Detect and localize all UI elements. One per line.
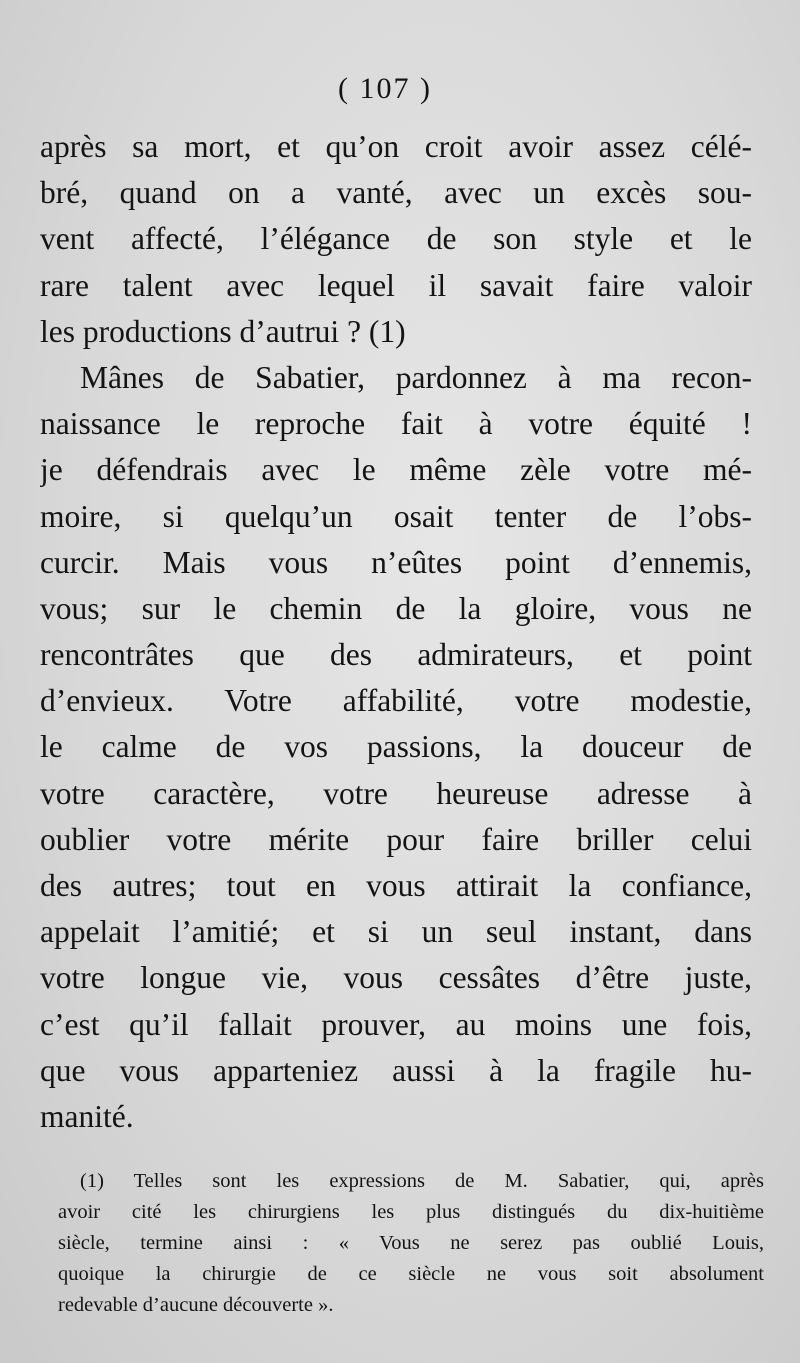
- text-line: votre caractère, votre heureuse adresse à: [40, 775, 752, 811]
- footnote-line: (1) Telles sont les expressions de M. Sabatier, qui, après: [80, 1170, 764, 1192]
- footnote-line: quoique la chirurgie de ce siècle ne vous soit absolument: [58, 1263, 764, 1285]
- body-text: [40, 124, 752, 1140]
- footnote-line: siècle, termine ainsi : « Vous ne serez pas oublié Louis,: [58, 1232, 764, 1254]
- text-line: curcir. Mais vous n’eûtes point d’ennemis,: [40, 544, 752, 580]
- text-line: je défendrais avec le même zèle votre mé-: [40, 452, 752, 488]
- text-line: rare talent avec lequel il savait faire valoir: [40, 267, 752, 303]
- text-line: d’envieux. Votre affabilité, votre modestie,: [40, 683, 752, 719]
- text-line: c’est qu’il fallait prouver, au moins une fois,: [40, 1006, 752, 1042]
- page-number: ( 107 ): [338, 72, 432, 105]
- text-line: que vous apparteniez aussi à la fragile hu-: [40, 1052, 752, 1088]
- text-line: naissance le reproche fait à votre équité !: [40, 406, 752, 442]
- text-line: appelait l’amitié; et si un seul instant, dans: [40, 914, 752, 950]
- text-line: moire, si quelqu’un osait tenter de l’obs-: [40, 498, 752, 534]
- text-line: votre longue vie, vous cessâtes d’être juste,: [40, 960, 752, 996]
- text-line: les productions d’autrui ? (1): [40, 313, 406, 349]
- footnote-line: avoir cité les chirurgiens les plus distingués du dix-huitième: [58, 1201, 764, 1223]
- text-line: oublier votre mérite pour faire briller celui: [40, 821, 752, 857]
- text-line: bré, quand on a vanté, avec un excès sou-: [40, 175, 752, 211]
- text-line: manité.: [40, 1098, 134, 1134]
- text-line: le calme de vos passions, la douceur de: [40, 729, 752, 765]
- text-line: après sa mort, et qu’on croit avoir assez célé-: [40, 129, 752, 164]
- text-line: Mânes de Sabatier, pardonnez à ma recon-: [80, 359, 752, 395]
- footnote-line: redevable d’aucune découverte ».: [58, 1294, 334, 1316]
- text-line: rencontrâtes que des admirateurs, et point: [40, 637, 752, 673]
- text-line: vent affecté, l’élégance de son style et le: [40, 221, 752, 257]
- text-line: vous; sur le chemin de la gloire, vous ne: [40, 590, 752, 626]
- footnote: [58, 1166, 764, 1321]
- text-line: des autres; tout en vous attirait la confiance,: [40, 868, 752, 903]
